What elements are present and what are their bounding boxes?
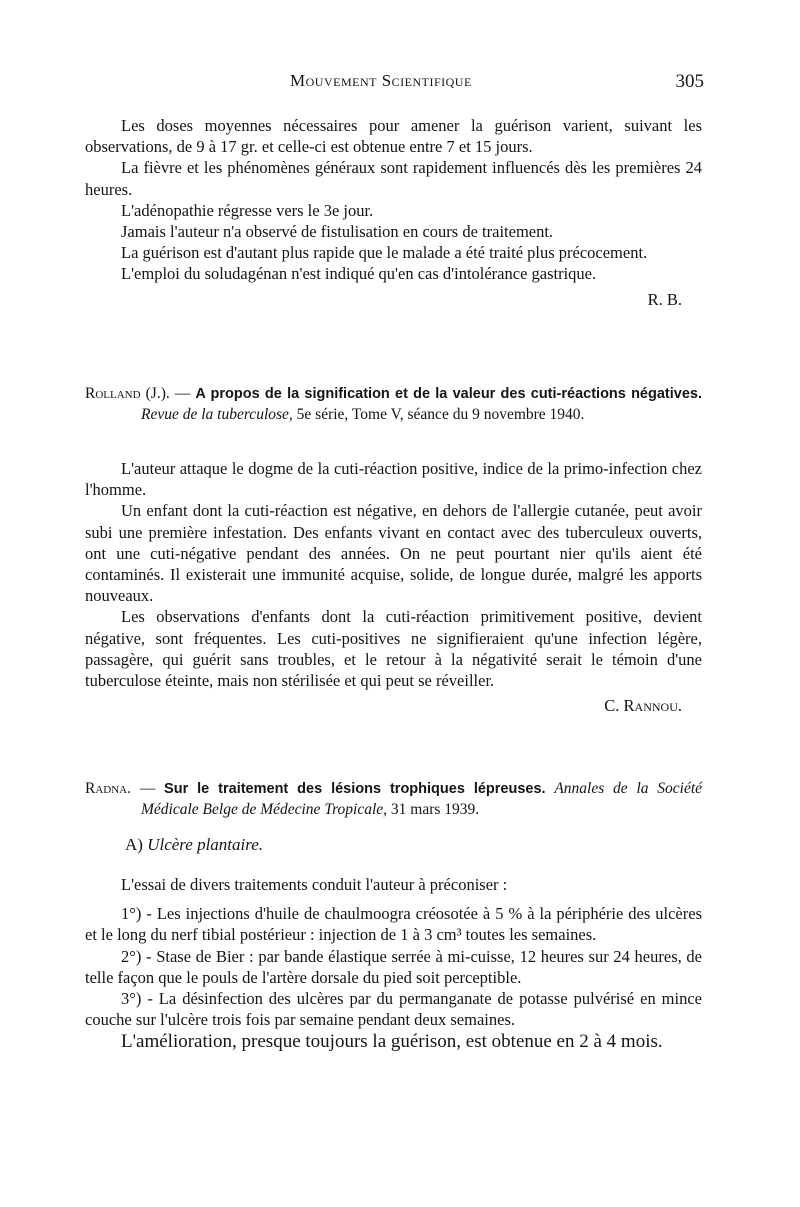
paragraph: L'auteur attaque le dogme de la cuti-réaction positive, indice de la primo-infection chez l'homme. [85,459,702,500]
paragraph: 2°) - Stase de Bier : par bande élastique serrée à mi-cuisse, 12 heures sur 24 heures, de telle façon que le pouls de l'artère dorsale du pied soit perceptible. [85,946,702,987]
signature-initial: C. [604,696,624,716]
reference-dash: — [131,780,165,797]
running-head: Mouvement Scientifique [290,71,472,90]
reference-journal: Annales de la Société Médicale Belge de Médecine Tropicale, [141,780,703,818]
signature [85,695,702,716]
paragraph: Les observations d'enfants dont la cuti-réaction primitivement positive, devient négative, sont fréquentes. Les cuti-positives ne signifieraient qu'une infection légère, passagère, qui guérit sans troubles, et le retour à la négativité serait le témoin d'une tuberculose éteinte, mais non stérilisée et qui peut se réveiller. [85,607,702,691]
paragraph: L'essai de divers traitements conduit l'auteur à préconiser : [121,875,508,894]
reference-details: 31 mars 1939. [390,800,480,818]
page-number: 305 [675,71,704,92]
reference-rolland [85,384,702,424]
paragraph: La fièvre et les phénomènes généraux sont rapidement influencés dès les premières 24 heures. [85,158,702,199]
spacer [85,856,702,874]
reference-entry [85,384,702,424]
paragraph: L'adénopathie régresse vers le 3e jour. [121,200,374,220]
signature-name: Rannou. [623,696,682,716]
subsection-title: Ulcère plantaire. [147,835,264,854]
reference-author: Radna. [85,780,131,797]
spacer [85,895,702,903]
paragraph: 3°) - La désinfection des ulcères par du permanganate de potasse pulvérisé en mince couche sur l'ulcère trois fois par semaine pendant deux semaines. [85,989,702,1030]
paragraph: L'amélioration, presque toujours la guérison, est obtenue en 2 à 4 mois. [121,1031,663,1053]
reference-title: A propos de la signification et de la valeur des cuti-réactions négatives. [195,386,702,402]
page-header [85,71,704,97]
subsection-letter: A) [125,835,148,854]
signature: R. B. [647,289,682,309]
section-ulcer-treatment [85,834,702,1054]
paragraph: Jamais l'auteur n'a observé de fistulisation en cours de traitement. [121,222,554,242]
section-cuti-reaction [85,458,702,716]
section-ganglionary-treatment [85,115,702,310]
subsection-heading [85,834,702,856]
paragraph: L'emploi du soludagénan n'est indiqué qu'en cas d'intolérance gastrique. [121,264,597,284]
reference-author: Rolland (J.). [85,385,170,402]
reference-entry [85,779,702,819]
paragraph: Les doses moyennes nécessaires pour amener la guérison varient, suivant les observations, de 9 à 17 gr. et celle-ci est obtenue entre 7 et 15 jours. [85,116,702,157]
paragraph: Un enfant dont la cuti-réaction est négative, en dehors de l'allergie cutanée, peut avoir subi une première infestation. Des enfants vivant en contact avec des tuberculeux ouverts, ont une cuti-négative pendant des années. On ne peut pourtant nier qu'ils aient été contaminés. Il existerait une immunité acquise, solide, de longue durée, malgré les apports nouveaux. [85,501,702,606]
reference-radna [85,779,702,819]
reference-journal: Revue de la tuberculose, [141,405,293,423]
paragraph: 1°) - Les injections d'huile de chaulmoogra créosotée à 5 % à la périphérie des ulcères et le long du nerf tibial postérieur : injection de 1 à 3 cm³ toutes les semaines. [85,904,702,945]
reference-title: Sur le traitement des lésions trophiques lépreuses. [164,781,546,797]
paragraph: La guérison est d'autant plus rapide que le malade a été traité plus précocement. [121,243,648,263]
reference-dash: — [169,385,196,402]
reference-details: 5e série, Tome V, séance du 9 novembre 1940. [296,405,585,423]
